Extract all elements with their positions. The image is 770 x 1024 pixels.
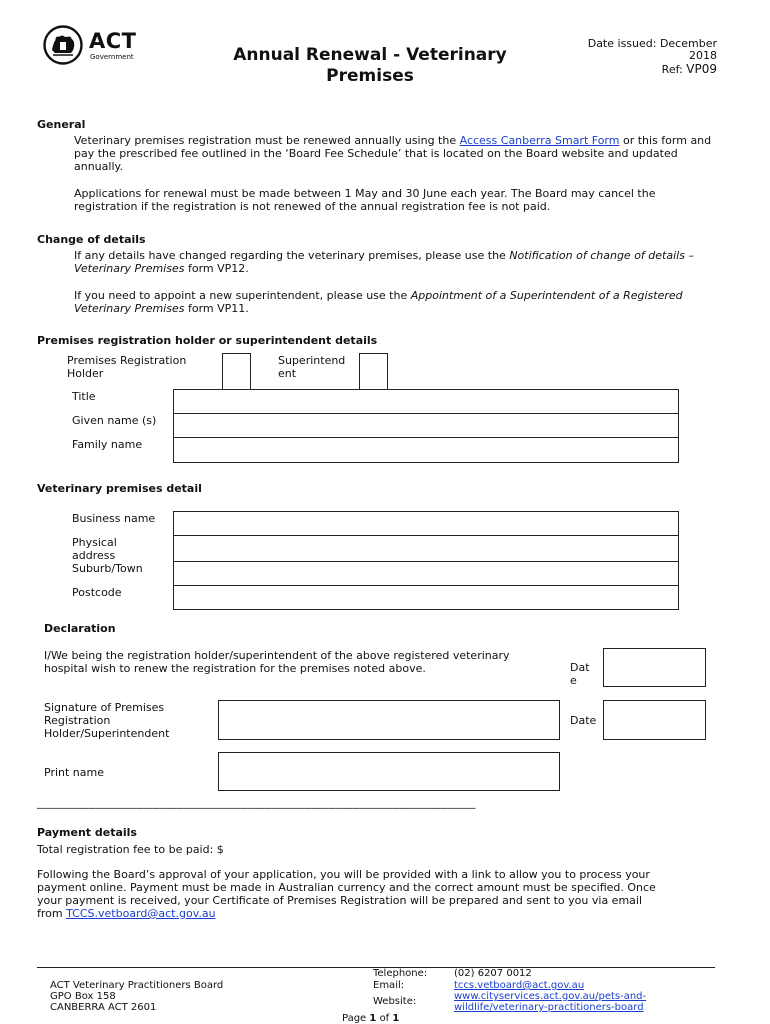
change-p2-text-a: If you need to appoint a new superintendent, please use the: [74, 289, 411, 302]
general-heading: General: [37, 118, 86, 131]
option-superintendent-label: [278, 354, 345, 380]
vp11-form-name: Appointment of a Superintendent of a Registered Veterinary Premises: [74, 289, 683, 315]
date-label-1-line-1: Dat: [570, 661, 590, 674]
physical-address-line-1: Physical: [72, 536, 117, 549]
change-p1-text-b: form VP12.: [184, 262, 249, 275]
holder-heading: Premises registration holder or superintendent details: [37, 334, 378, 347]
date-label-1: [570, 661, 590, 687]
declaration-text: [44, 649, 510, 675]
general-p1-text-b: or this form and pay the prescribed fee outlined in the ‘Board Fee Schedule’ that is located on the Board website and updated annually.: [74, 134, 712, 173]
change-p2-text-b: form VP11.: [184, 302, 249, 315]
print-name-label: Print name: [44, 766, 104, 779]
option-holder-line-2: Holder: [67, 367, 104, 380]
payment-line-3: your payment is received, your Certificate of Premises Registration will be prepared and sent to you via email: [37, 894, 643, 907]
footer-telephone-value: (02) 6207 0012: [454, 968, 532, 979]
family-name-label: Family name: [72, 438, 143, 451]
business-name-label: Business name: [72, 512, 156, 525]
payment-line-4: [37, 907, 737, 920]
ref-label: Ref:: [661, 63, 683, 76]
title-field[interactable]: [173, 389, 679, 414]
business-name-field[interactable]: [173, 511, 679, 536]
change-paragraph-1: [74, 249, 714, 275]
page-total: 1: [392, 1013, 400, 1024]
declaration-line-2: hospital wish to renew the registration for the premises noted above.: [44, 662, 426, 675]
signature-field[interactable]: [218, 700, 560, 740]
family-name-field[interactable]: [173, 437, 679, 463]
date-field-1[interactable]: [603, 648, 706, 687]
postcode-label: Postcode: [72, 586, 122, 599]
footer-city: CANBERRA ACT 2601: [50, 1002, 157, 1013]
suburb-town-label: Suburb/Town: [72, 562, 143, 575]
payment-line-1: Following the Board’s approval of your application, you will be provided with a link to allow you to process your: [37, 868, 650, 881]
vp12-form-name: Notification of change of details – Veterinary Premises: [74, 249, 694, 275]
page-word: Page: [342, 1013, 367, 1024]
ref-value: VP09: [686, 62, 717, 76]
signature-label-line-2: Registration: [44, 714, 111, 727]
payment-email-link[interactable]: TCCS.vetboard@act.gov.au: [66, 907, 216, 920]
physical-address-field[interactable]: [173, 535, 679, 562]
footer-telephone-label: Telephone:: [373, 968, 428, 979]
logo-subtext: Government: [90, 53, 134, 61]
payment-text: [37, 868, 737, 920]
page-of: of: [379, 1013, 390, 1024]
option-holder-line-1: Premises Registration: [67, 354, 187, 367]
date-issued-line-1: Date issued: December: [587, 37, 717, 50]
logo-text: ACT: [89, 29, 137, 53]
payment-line-2: payment online. Payment must be made in Australian currency and the correct amount must be specified. Once: [37, 881, 656, 894]
declaration-heading: Declaration: [44, 622, 116, 635]
payment-from-text: from: [37, 907, 67, 920]
holder-checkbox[interactable]: [222, 353, 251, 393]
given-name-label: Given name (s): [72, 414, 157, 427]
date-issued-line-2: 2018: [689, 49, 717, 62]
declaration-line-1: I/We being the registration holder/superintendent of the above registered veterinary: [44, 649, 510, 662]
reference: [588, 63, 717, 76]
act-crest-icon: [43, 25, 83, 65]
footer-email-link[interactable]: tccs.vetboard@act.gov.au: [454, 980, 585, 991]
page-title-line-2: Premises: [326, 66, 414, 86]
print-name-field[interactable]: [218, 752, 560, 791]
premises-heading: Veterinary premises detail: [37, 482, 202, 495]
change-p1-text-a: If any details have changed regarding the veterinary premises, please use the: [74, 249, 510, 262]
option-superintendent-line-1: Superintend: [278, 354, 346, 367]
date-issued: [588, 38, 717, 76]
smart-form-link[interactable]: Access Canberra Smart Form: [459, 134, 620, 147]
general-paragraph-1: [74, 134, 714, 173]
footer-po-box: GPO Box 158: [50, 991, 116, 1002]
page-current: 1: [369, 1013, 377, 1024]
physical-address-line-2: address: [72, 549, 116, 562]
change-of-details-heading: Change of details: [37, 233, 146, 246]
general-p1-text-a: Veterinary premises registration must be renewed annually using the: [74, 134, 460, 147]
footer-website-label: Website:: [373, 996, 417, 1007]
suburb-town-field[interactable]: [173, 561, 679, 586]
option-holder-label: [67, 354, 186, 380]
footer-website-line-1: www.cityservices.act.gov.au/pets-and-: [454, 991, 647, 1002]
title-label: Title: [72, 390, 96, 403]
option-superintendent-line-2: ent: [278, 367, 297, 380]
change-paragraph-2: [74, 289, 714, 315]
physical-address-label: [72, 536, 117, 562]
footer-website-line-2: wildlife/veterinary-practitioners-board: [454, 1002, 644, 1013]
date-label-1-line-2: e: [570, 674, 577, 687]
page-title-line-1: Annual Renewal - Veterinary: [233, 45, 507, 65]
signature-label: [44, 701, 169, 740]
date-label-2: Date: [570, 714, 597, 727]
total-fee-text: Total registration fee to be paid: $: [37, 843, 224, 856]
footer-website-link[interactable]: [454, 991, 646, 1013]
page-title: [210, 45, 530, 87]
superintendent-checkbox[interactable]: [359, 353, 388, 393]
footer-email-label: Email:: [373, 980, 405, 991]
footer-address: [50, 980, 223, 1013]
separator-line: ___________________________________________________________________________: [37, 796, 476, 809]
act-government-logo: [43, 25, 143, 67]
date-field-2[interactable]: [603, 700, 706, 740]
general-paragraph-2: Applications for renewal must be made between 1 May and 30 June each year. The Board may cancel the registration if the registration is not renewed of the annual registration fee is not paid.: [74, 187, 656, 213]
footer-org: ACT Veterinary Practitioners Board: [50, 980, 224, 991]
signature-label-line-3: Holder/Superintendent: [44, 727, 170, 740]
postcode-field[interactable]: [173, 585, 679, 610]
signature-label-line-1: Signature of Premises: [44, 701, 165, 714]
page-number: [342, 1013, 399, 1024]
given-name-field[interactable]: [173, 413, 679, 438]
payment-heading: Payment details: [37, 826, 137, 839]
